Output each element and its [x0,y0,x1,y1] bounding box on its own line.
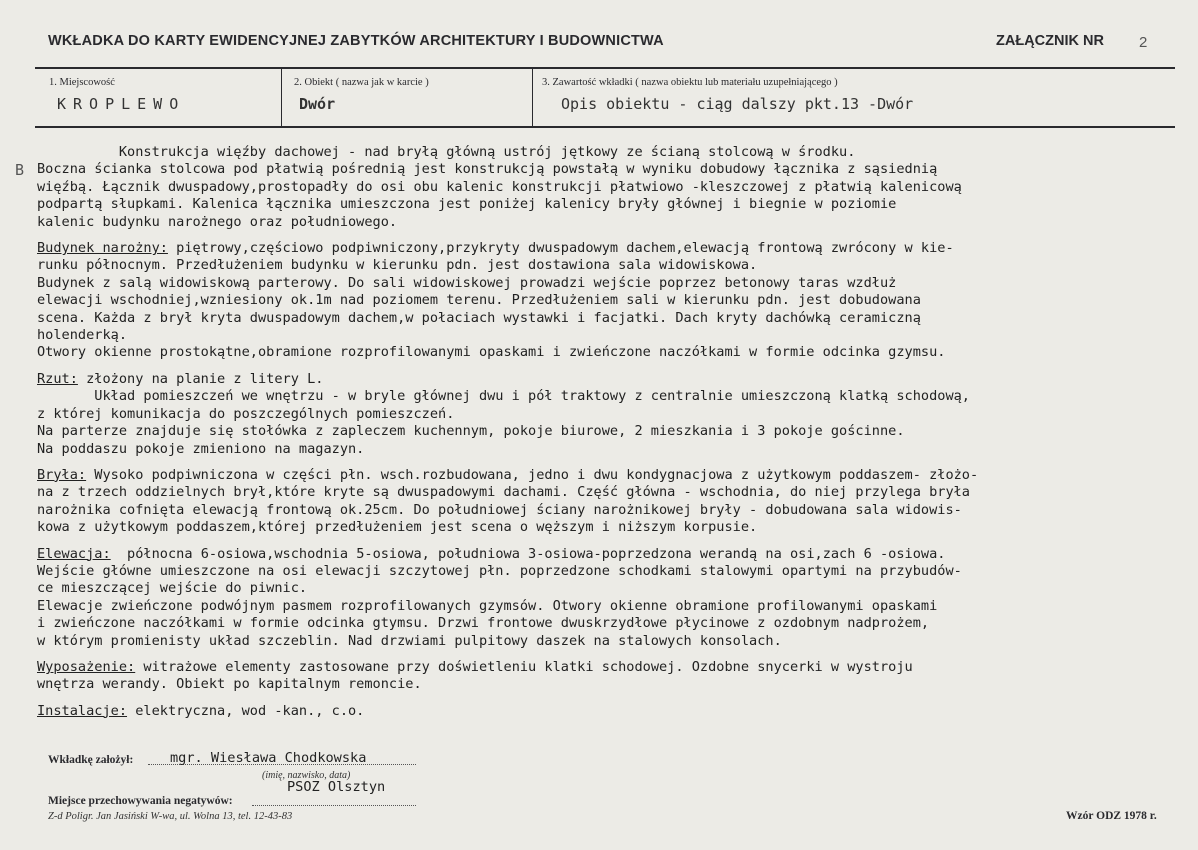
body-line [37,231,1177,240]
locality-label: 1. Miejscowość [49,77,115,88]
body-text: holenderką. [37,327,128,344]
body-line [37,563,1177,580]
object-label: 2. Obiekt ( nazwa jak w karcie ) [294,77,429,88]
body-text: scena. Każda z brył kryta dwuspadowym dachem,w połaciach wystawki i facjatki. Dach kryty dachówką ceramiczną [37,309,921,326]
body-line [37,179,1177,196]
body-line [37,423,1177,440]
form-title: WKŁADKA DO KARTY EWIDENCYJNEJ ZABYTKÓW ARCHITEKTURY I BUDOWNICTWA [48,33,664,49]
body-text: Wejście główne umieszczone na osi elewacji szczytowej płn. poprzedzone schodkami stalowymi opartymi na przybudów- [37,562,962,579]
body-text: Układ pomieszczeń we wnętrzu - w bryle głównej dwu i pół traktowy z centralnie umieszczoną klatką schodową, [37,388,970,405]
body-text: Elewacje zwieńczone podwójnym pasmem rozprofilowanych gzymsów. Otwory okienne obramione profilowanymi opaskami [37,597,938,614]
body-text: piętrowy,częściowo podpiwniczony,przykryty dwuspadowym dachem,elewacją frontową zwrócony w kie- [167,240,954,257]
section-heading: Wyposażenie: [37,658,136,675]
body-line [37,161,1177,178]
body-text: Wysoko podpiwniczona w części płn. wsch.rozbudowana, jedno i dwu kondygnacjowa z użytkowym poddaszem- złożo- [86,466,979,483]
printer-info: Z-d Poligr. Jan Jasiński W-wa, ul. Wolna 13, tel. 12-43-83 [48,811,293,822]
section-heading: Rzut: [37,370,78,387]
body-line [37,580,1177,597]
body-line [37,144,1177,161]
body-text: w którym promienisty układ szczeblin. Nad drzwiami pulpitowy daszek na stalowych konsolach. [37,632,782,649]
body-line [37,344,1177,361]
author-name: mgr. Wiesława Chodkowska [170,750,367,766]
body-line [37,458,1177,467]
body-line [37,676,1177,693]
body-line [37,327,1177,344]
body-line [37,257,1177,274]
author-label: Wkładkę założył: [48,754,134,766]
body-text: Konstrukcja więźby dachowej - nad bryłą główną ustrój jętkowy ze ścianą stolcową w środku. [37,144,856,160]
body-text: witrażowe elementy zastosowane przy doświetleniu klatki schodowej. Ozdobne snycerki w wystroju [135,658,913,675]
body-line [37,214,1177,231]
body-text: kalenic budynku narożnego oraz południowego. [37,213,398,230]
body-line [37,292,1177,309]
body-line [37,546,1177,563]
body-text: na z trzech oddzielnych brył,które kryte są dwuspadowymi dachami. Część główna - wschodnia, do niej przylega bryła [37,484,970,501]
annex-label: ZAŁĄCZNIK NR [996,33,1104,49]
body-line [37,703,1177,720]
negatives-value: PSOZ Olsztyn [287,779,386,795]
negatives-dotted-line [252,805,416,806]
body-text: elewacji wschodniej,wzniesiony ok.1m nad poziomem terenu. Przedłużeniem sali w kierunku pdn. jest dobudowana [37,292,921,309]
body-line [37,467,1177,484]
body-line [37,615,1177,632]
body-line [37,537,1177,546]
body-text: runku północnym. Przedłużeniem budynku w kierunku pdn. jest dostawiona sala widowiskowa. [37,257,758,274]
body-text: więźbą. Łącznik dwuspadowy,prostopadły do osi obu kalenic konstrukcji płatwiowo -kleszczowej z płatwią kalenicową [37,178,962,195]
description-body [37,144,1177,720]
body-text: elektryczna, wod -kan., c.o. [127,702,365,719]
body-line [37,406,1177,423]
body-line [37,388,1177,405]
field-divider [532,69,533,126]
body-line [37,502,1177,519]
body-text: wnętrza werandy. Obiekt po kapitalnym remoncie. [37,676,422,693]
body-text: północna 6-osiowa,wschodnia 5-osiowa, południowa 3-osiowa-poprzedzona werandą na osi,zach 6 -osiowa. [110,545,946,562]
body-text: Boczna ścianka stolcowa pod płatwią pośrednią jest konstrukcją powstałą w wyniku dobudowy łącznika z sąsiednią [37,161,938,178]
body-text: Budynek z salą widowiskową parterowy. Do sali widowiskowej prowadzi wejście poprzez betonowy taras wzdłuż [37,274,897,291]
content-value: Opis obiektu - ciąg dalszy pkt.13 -Dwór [561,95,914,113]
field-divider [281,69,282,126]
body-line [37,519,1177,536]
section-heading: Bryła: [37,466,87,483]
body-line [37,362,1177,371]
section-heading: Elewacja: [37,545,111,562]
body-text: złożony na planie z litery L. [77,370,324,387]
section-heading: Instalacje: [37,702,128,719]
body-text: i zwieńczone naczółkami w formie odcinka gtymsu. Drzwi frontowe dwuskrzydłowe płycinowe z ozdobnym nadprożem, [37,615,930,632]
body-line [37,659,1177,676]
body-line [37,196,1177,213]
body-line [37,371,1177,388]
body-line [37,310,1177,327]
body-text: podpartą słupkami. Kalenica łącznika umieszczona jest poniżej kalenicy bryły głównej i biegnie w poziomie [37,196,897,213]
form-version: Wzór ODZ 1978 r. [1066,810,1157,822]
body-line [37,275,1177,292]
body-line [37,240,1177,257]
field-header-grid [35,67,1175,128]
body-line [37,484,1177,501]
author-caption: (imię, nazwisko, data) [262,770,351,781]
annex-number: 2 [1139,34,1148,51]
body-text: ce mieszczącej wejście do piwnic. [37,580,308,597]
locality-value: KROPLEWO [57,95,186,113]
body-text: z której komunikacja do poszczególnych pomieszczeń. [37,405,455,422]
body-text: Na parterze znajduje się stołówka z zapleczem kuchennym, pokoje biurowe, 2 mieszkania i 3 pokoje gościnne. [37,423,905,440]
content-label: 3. Zawartość wkładki ( nazwa obiektu lub materiału uzupełniającego ) [542,77,838,88]
body-text: Otwory okienne prostokątne,obramione rozprofilowanymi opaskami i zwieńczone naczółkami w formie odcinka gzymsu. [37,344,946,361]
section-heading: Budynek narożny: [37,240,168,257]
body-line [37,650,1177,659]
body-line [37,441,1177,458]
object-value: Dwór [299,95,336,113]
body-text: Na poddaszu pokoje zmieniono na magazyn. [37,440,365,457]
negatives-label: Miejsce przechowywania negatywów: [48,795,233,807]
body-line [37,633,1177,650]
body-line [37,598,1177,615]
body-line [37,694,1177,703]
body-text: kowa z użytkowym poddaszem,której przedłużeniem jest scena o węższym i niższym korpusie. [37,519,758,536]
body-text: narożnika cofnięta elewacją frontową ok.25cm. Do południowej ściany narożnikowej bryły - dobudowana sala widowis- [37,501,962,518]
margin-mark: B [15,161,25,179]
